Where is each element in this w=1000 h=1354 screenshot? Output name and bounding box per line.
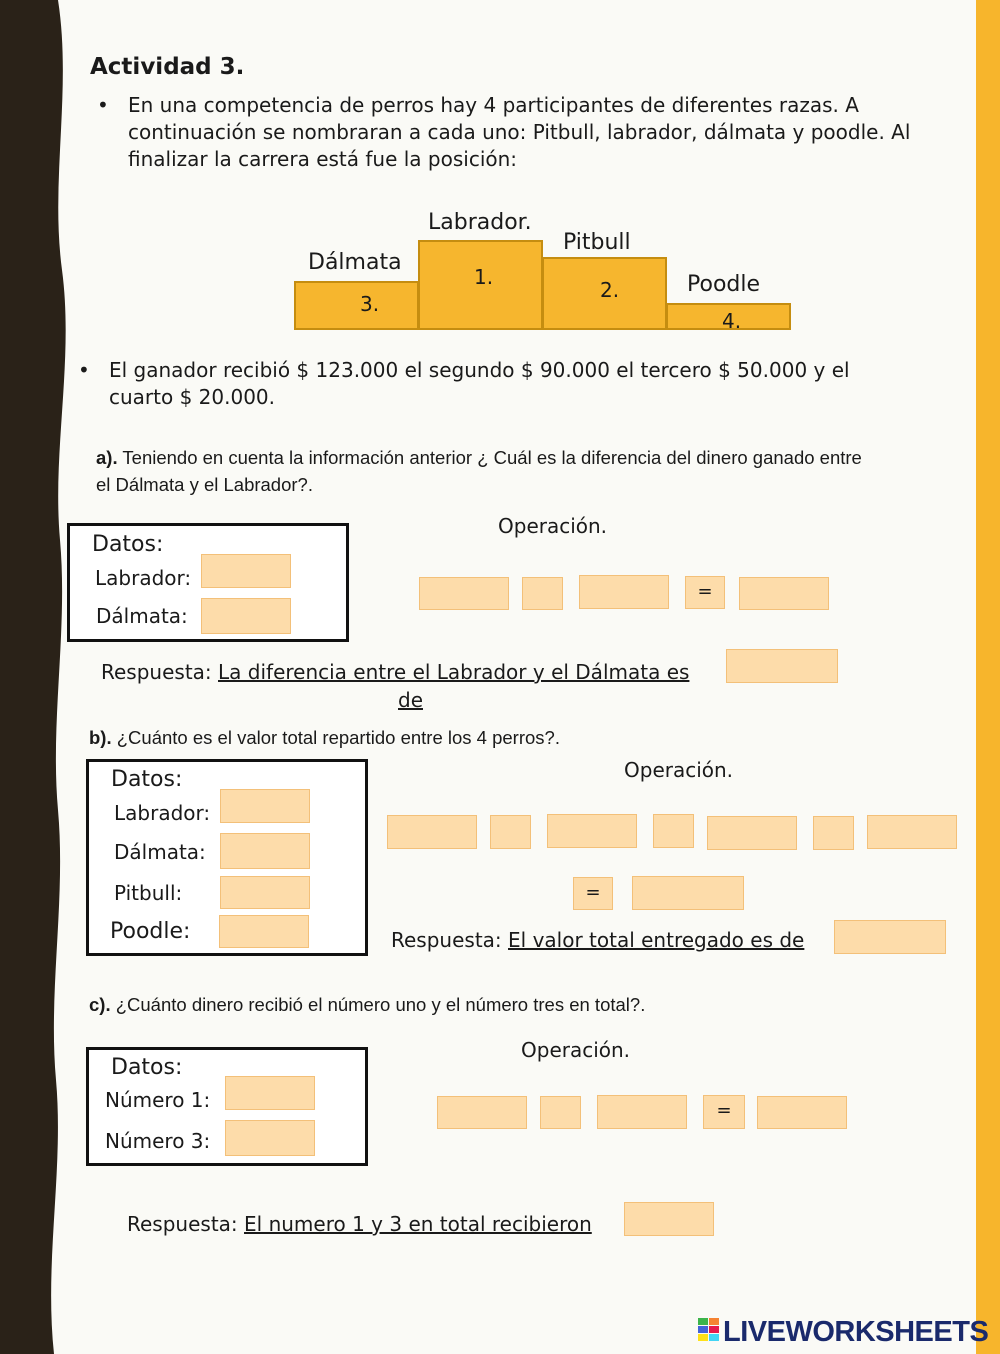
logo-text: LIVEWORKSHEETS (723, 1316, 989, 1348)
datos-label-dalmata: Dálmata: (96, 604, 188, 628)
answer-text: El numero 1 y 3 en total recibieron (244, 1212, 592, 1236)
datos-input-labrador[interactable] (201, 554, 291, 588)
side-accent-bar (976, 0, 1000, 1354)
datos-title: Datos: (111, 767, 183, 792)
operation-operator-input[interactable] (540, 1096, 581, 1129)
datos-input-pitbull[interactable] (220, 876, 310, 909)
answer-input-b[interactable] (834, 920, 946, 954)
operation-operator-input[interactable] (813, 816, 854, 850)
question-a-text: Teniendo en cuenta la información anterior ¿ Cuál es la diferencia del dinero ganado entre (117, 447, 862, 468)
operation-input-2[interactable] (547, 814, 637, 848)
operation-input-2[interactable] (579, 575, 669, 609)
prizes-text (109, 357, 969, 411)
operation-operator-input[interactable] (522, 577, 563, 610)
datos-input-poodle[interactable] (219, 915, 309, 948)
operation-operator-input[interactable] (653, 814, 694, 848)
operation-input-1[interactable] (419, 577, 509, 610)
question-c-text: ¿Cuánto dinero recibió el número uno y el número tres en total?. (110, 994, 646, 1015)
datos-input-dalmata[interactable] (220, 833, 310, 869)
podium-name-pitbull: Pitbull (563, 230, 631, 255)
datos-label-labrador: Labrador: (114, 801, 211, 825)
intro-line: En una competencia de perros hay 4 participantes de diferentes razas. A (128, 93, 859, 117)
answer-text-continued: de (398, 688, 423, 712)
answer-b (391, 928, 804, 952)
logo-icon (698, 1317, 720, 1350)
datos-input-numero-1[interactable] (225, 1076, 315, 1110)
answer-label: Respuesta: (127, 1212, 245, 1236)
operation-result-input[interactable] (757, 1096, 847, 1129)
equals-sign: = (703, 1095, 745, 1129)
question-b-text: ¿Cuánto es el valor total repartido entre los 4 perros?. (111, 727, 560, 748)
intro-text (128, 92, 968, 173)
datos-input-numero-3[interactable] (225, 1120, 315, 1156)
podium-step-dalmata (294, 281, 419, 330)
liveworksheets-logo (698, 1316, 988, 1350)
operation-result-input[interactable] (739, 577, 829, 610)
answer-a (101, 660, 689, 684)
answer-c (127, 1212, 592, 1236)
page-title: Actividad 3. (90, 54, 245, 80)
answer-label: Respuesta: (391, 928, 509, 952)
operation-title: Operación. (624, 758, 734, 782)
operation-operator-input[interactable] (490, 815, 531, 849)
answer-input-a[interactable] (726, 649, 838, 683)
operation-result-input[interactable] (632, 876, 744, 910)
question-c (89, 991, 645, 1018)
question-b (89, 724, 560, 751)
datos-label-dalmata: Dálmata: (114, 840, 206, 864)
intro-line: finalizar la carrera está fue la posición: (128, 147, 518, 171)
bullet-marker: • (78, 358, 90, 382)
equals-sign: = (685, 576, 725, 609)
operation-title: Operación. (498, 514, 608, 538)
question-a-label: a). (96, 447, 118, 468)
datos-label-pitbull: Pitbull: (114, 881, 183, 905)
prizes-line: cuarto $ 20.000. (109, 385, 276, 409)
podium-position-labrador: 1. (474, 265, 494, 289)
question-a-text-line2: el Dálmata y el Labrador?. (96, 474, 313, 495)
podium-name-dalmata: Dálmata (308, 250, 402, 275)
prizes-line: El ganador recibió $ 123.000 el segundo $ 90.000 el tercero $ 50.000 y el (109, 358, 850, 382)
datos-label-poodle: Poodle: (110, 919, 191, 944)
question-c-label: c). (89, 994, 111, 1015)
datos-label-numero-3: Número 3: (105, 1129, 211, 1153)
answer-label: Respuesta: (101, 660, 219, 684)
answer-text: El valor total entregado es de (508, 928, 805, 952)
datos-label-labrador: Labrador: (95, 566, 192, 590)
answer-text: La diferencia entre el Labrador y el Dálmata es (218, 660, 690, 684)
podium-position-poodle: 4. (722, 309, 742, 333)
podium-name-poodle: Poodle (687, 272, 761, 297)
operation-input-1[interactable] (437, 1096, 527, 1129)
datos-title: Datos: (111, 1055, 183, 1080)
datos-input-labrador[interactable] (220, 789, 310, 823)
operation-input-3[interactable] (707, 816, 797, 850)
answer-input-c[interactable] (624, 1202, 714, 1236)
datos-input-dalmata[interactable] (201, 598, 291, 634)
podium-position-dalmata: 3. (360, 292, 380, 316)
operation-input-2[interactable] (597, 1095, 687, 1129)
intro-line: continuación se nombraran a cada uno: Pitbull, labrador, dálmata y poodle. Al (128, 120, 911, 144)
question-a (96, 444, 966, 498)
datos-label-numero-1: Número 1: (105, 1088, 211, 1112)
operation-title: Operación. (521, 1038, 631, 1062)
wavy-border (0, 0, 90, 1354)
bullet-marker: • (97, 93, 109, 117)
operation-input-1[interactable] (387, 815, 477, 849)
question-b-label: b). (89, 727, 112, 748)
operation-input-4[interactable] (867, 815, 957, 849)
datos-title: Datos: (92, 532, 164, 557)
podium-position-pitbull: 2. (600, 278, 620, 302)
podium-name-labrador: Labrador. (428, 210, 532, 235)
equals-sign: = (573, 877, 613, 910)
